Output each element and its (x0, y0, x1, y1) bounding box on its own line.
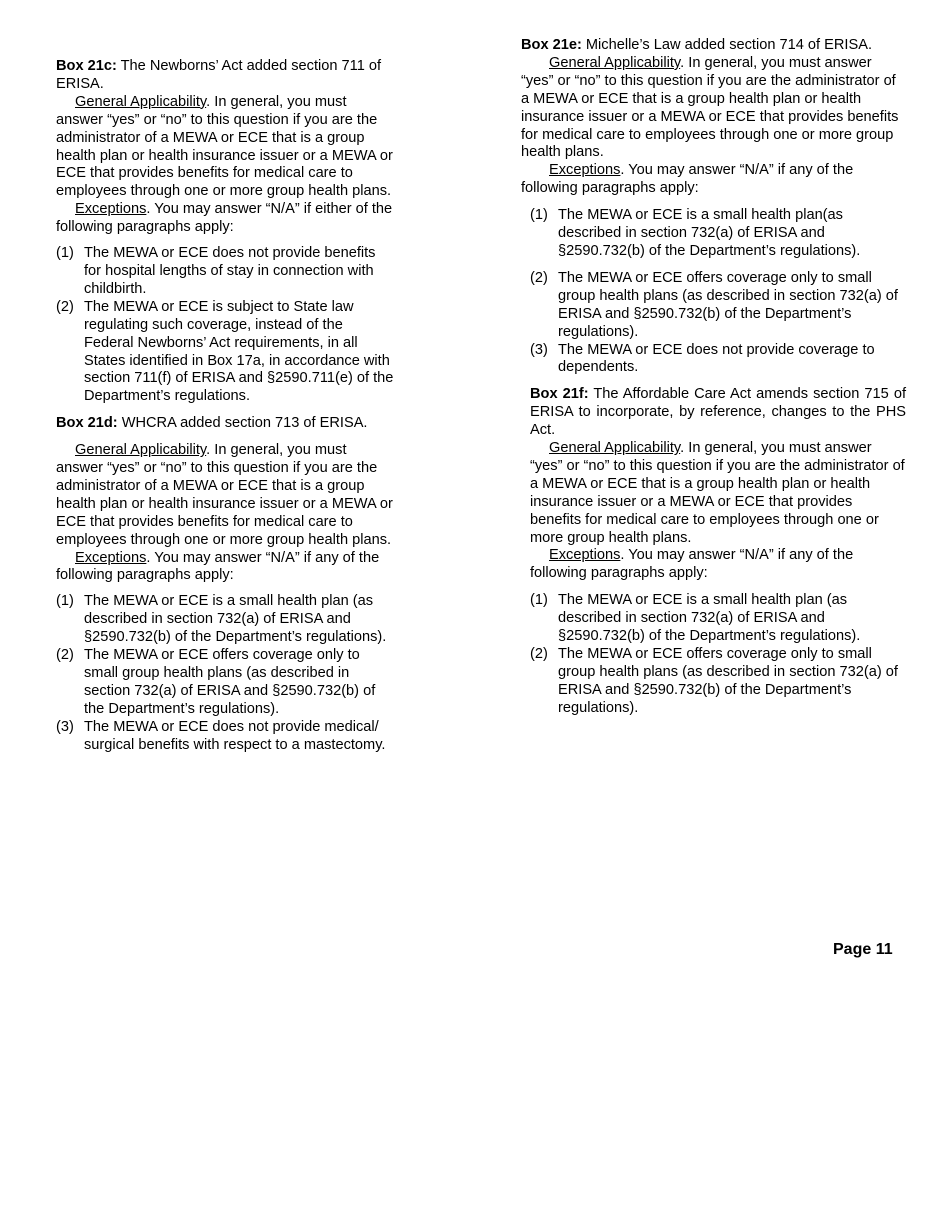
list-item (56, 593, 396, 647)
box-21c-label: Box 21c: (56, 58, 117, 74)
list-item-text: The MEWA or ECE is subject to State law regulating such coverage, instead of the Federal Newborns’ Act requirements, in all States identified in Box 17a, in accordance with section 711(f) of ERISA and §2590.711(e) of the Department’s regulations. (84, 298, 394, 405)
list-item-text: The MEWA or ECE is a small health plan(as described in section 732(a) of ERISA and §2590.732(b) of the Department’s regulations). (558, 207, 861, 259)
box-21e-section (521, 37, 906, 377)
box-21e-label: Box 21e: (521, 37, 582, 53)
exceptions-text: . You may answer “N/A” if any of the following paragraphs apply: (56, 549, 380, 584)
list-item (530, 342, 906, 378)
list-item-text: The MEWA or ECE is a small health plan (as described in section 732(a) of ERISA and §2590.732(b) of the Department’s regulations). (558, 592, 861, 645)
box-21d-general-applicability (56, 442, 396, 549)
list-item-number: (1) (530, 592, 548, 609)
box-21e-exceptions (521, 162, 906, 198)
list-item (56, 719, 396, 755)
list-item-text: The MEWA or ECE offers coverage only to small group health plans (as described in section 732(a) of ERISA and §2590.732(b) of the Department’s regulations). (558, 646, 898, 716)
general-applicability-label: General Applicability (75, 93, 207, 110)
list-item-number: (2) (530, 646, 548, 662)
list-item-number: (2) (530, 269, 548, 286)
left-column (56, 58, 396, 755)
box-21c-title: The Newborns’ Act added section 711 of ERISA. (56, 58, 382, 92)
exceptions-label: Exceptions (75, 201, 147, 218)
box-21d-heading (56, 415, 396, 433)
general-applicability-label: General Applicability (549, 440, 681, 457)
general-applicability-text: . In general, you must answer “yes” or “no” to this question if you are the administrator of a MEWA or ECE that is a group health plan or health insurance issuer or a MEWA or ECE that provides benefits for medical care to employees through one or more group health plans. (530, 440, 905, 546)
box-21f-general-applicability (530, 440, 906, 547)
list-item-text: The MEWA or ECE offers coverage only to small group health plans (as described in section 732(a) of ERISA and §2590.732(b) of the Department’s regulations). (558, 269, 898, 340)
box-21e-heading (521, 37, 906, 55)
right-column (521, 37, 906, 718)
list-item-number: (3) (56, 718, 74, 735)
box-21c-general-applicability (56, 94, 396, 201)
box-21f-exceptions-list (530, 592, 906, 717)
box-21d-exceptions-list (56, 593, 396, 754)
box-21d-exceptions (56, 550, 396, 586)
list-item-number: (3) (530, 341, 548, 358)
box-21f-exceptions (530, 547, 906, 583)
general-applicability-text: . In general, you must answer “yes” or “no” to this question if you are the administrator of a MEWA or ECE that is a group health plan or health insurance issuer or a MEWA or ECE that provides benefits for medical care to employees through one or more group health plans. (56, 93, 393, 200)
box-21c-exceptions (56, 201, 396, 237)
list-item-text: The MEWA or ECE offers coverage only to small group health plans (as described in section 732(a) of ERISA and §2590.732(b) of the Department’s regulations). (84, 647, 376, 717)
list-item (56, 647, 396, 719)
box-21e-exceptions-list (530, 207, 906, 377)
box-21f-title: The Affordable Care Act amends section 715 of ERISA to incorporate, by reference, changes to the PHS Act. (530, 386, 907, 439)
exceptions-label: Exceptions (549, 547, 621, 564)
box-21d-label: Box 21d: (56, 415, 118, 432)
general-applicability-label: General Applicability (75, 442, 207, 459)
exceptions-label: Exceptions (75, 549, 147, 566)
exceptions-label: Exceptions (549, 162, 621, 179)
list-item (530, 646, 906, 718)
general-applicability-text: . In general, you must answer “yes” or “no” to this question if you are the administrator of a MEWA or ECE that is a group health plan or health insurance issuer or a MEWA or ECE that provides benefits for medical care to employees through one or more group health plans. (521, 54, 899, 161)
box-21d-section (56, 415, 396, 754)
list-item-number: (1) (530, 207, 548, 224)
box-21d-title: WHCRA added section 713 of ERISA. (117, 415, 368, 432)
list-item-text: The MEWA or ECE does not provide benefits for hospital lengths of stay in connection with childbirth. (84, 245, 376, 297)
list-item-text: The MEWA or ECE does not provide coverage to dependents. (558, 341, 875, 376)
exceptions-text: . You may answer “N/A” if either of the following paragraphs apply: (56, 201, 393, 236)
general-applicability-text: . In general, you must answer “yes” or “no” to this question if you are the administrator of a MEWA or ECE that is a group health plan or health insurance issuer or a MEWA or ECE that provides benefits for medical care to employees through one or more group health plans. (56, 442, 393, 548)
box-21e-general-applicability (521, 55, 906, 162)
exceptions-text: . You may answer “N/A” if any of the following paragraphs apply: (521, 162, 854, 197)
exceptions-text: . You may answer “N/A” if any of the following paragraphs apply: (530, 547, 854, 582)
list-item-number: (2) (56, 298, 74, 315)
box-21f-section (530, 386, 906, 717)
list-item-number: (1) (56, 593, 74, 610)
general-applicability-label: General Applicability (549, 54, 681, 71)
box-21c-heading (56, 58, 396, 94)
list-item-number: (2) (56, 647, 74, 664)
list-item-number: (1) (56, 245, 74, 262)
list-item-text: The MEWA or ECE is a small health plan (as described in section 732(a) of ERISA and §2590.732(b) of the Department’s regulations). (84, 593, 387, 646)
list-item (530, 270, 906, 342)
box-21f-heading (530, 386, 906, 440)
box-21c-section (56, 58, 396, 406)
box-21e-title: Michelle’s Law added section 714 of ERISA. (581, 37, 872, 53)
box-21f-label: Box 21f: (530, 386, 589, 403)
list-item (530, 592, 906, 646)
page-number: Page 11 (833, 941, 893, 958)
list-item (56, 299, 396, 406)
list-item-text: The MEWA or ECE does not provide medical/ surgical benefits with respect to a mastectomy. (84, 718, 386, 753)
list-item (530, 207, 906, 261)
list-item (56, 245, 396, 299)
box-21c-exceptions-list (56, 245, 396, 406)
